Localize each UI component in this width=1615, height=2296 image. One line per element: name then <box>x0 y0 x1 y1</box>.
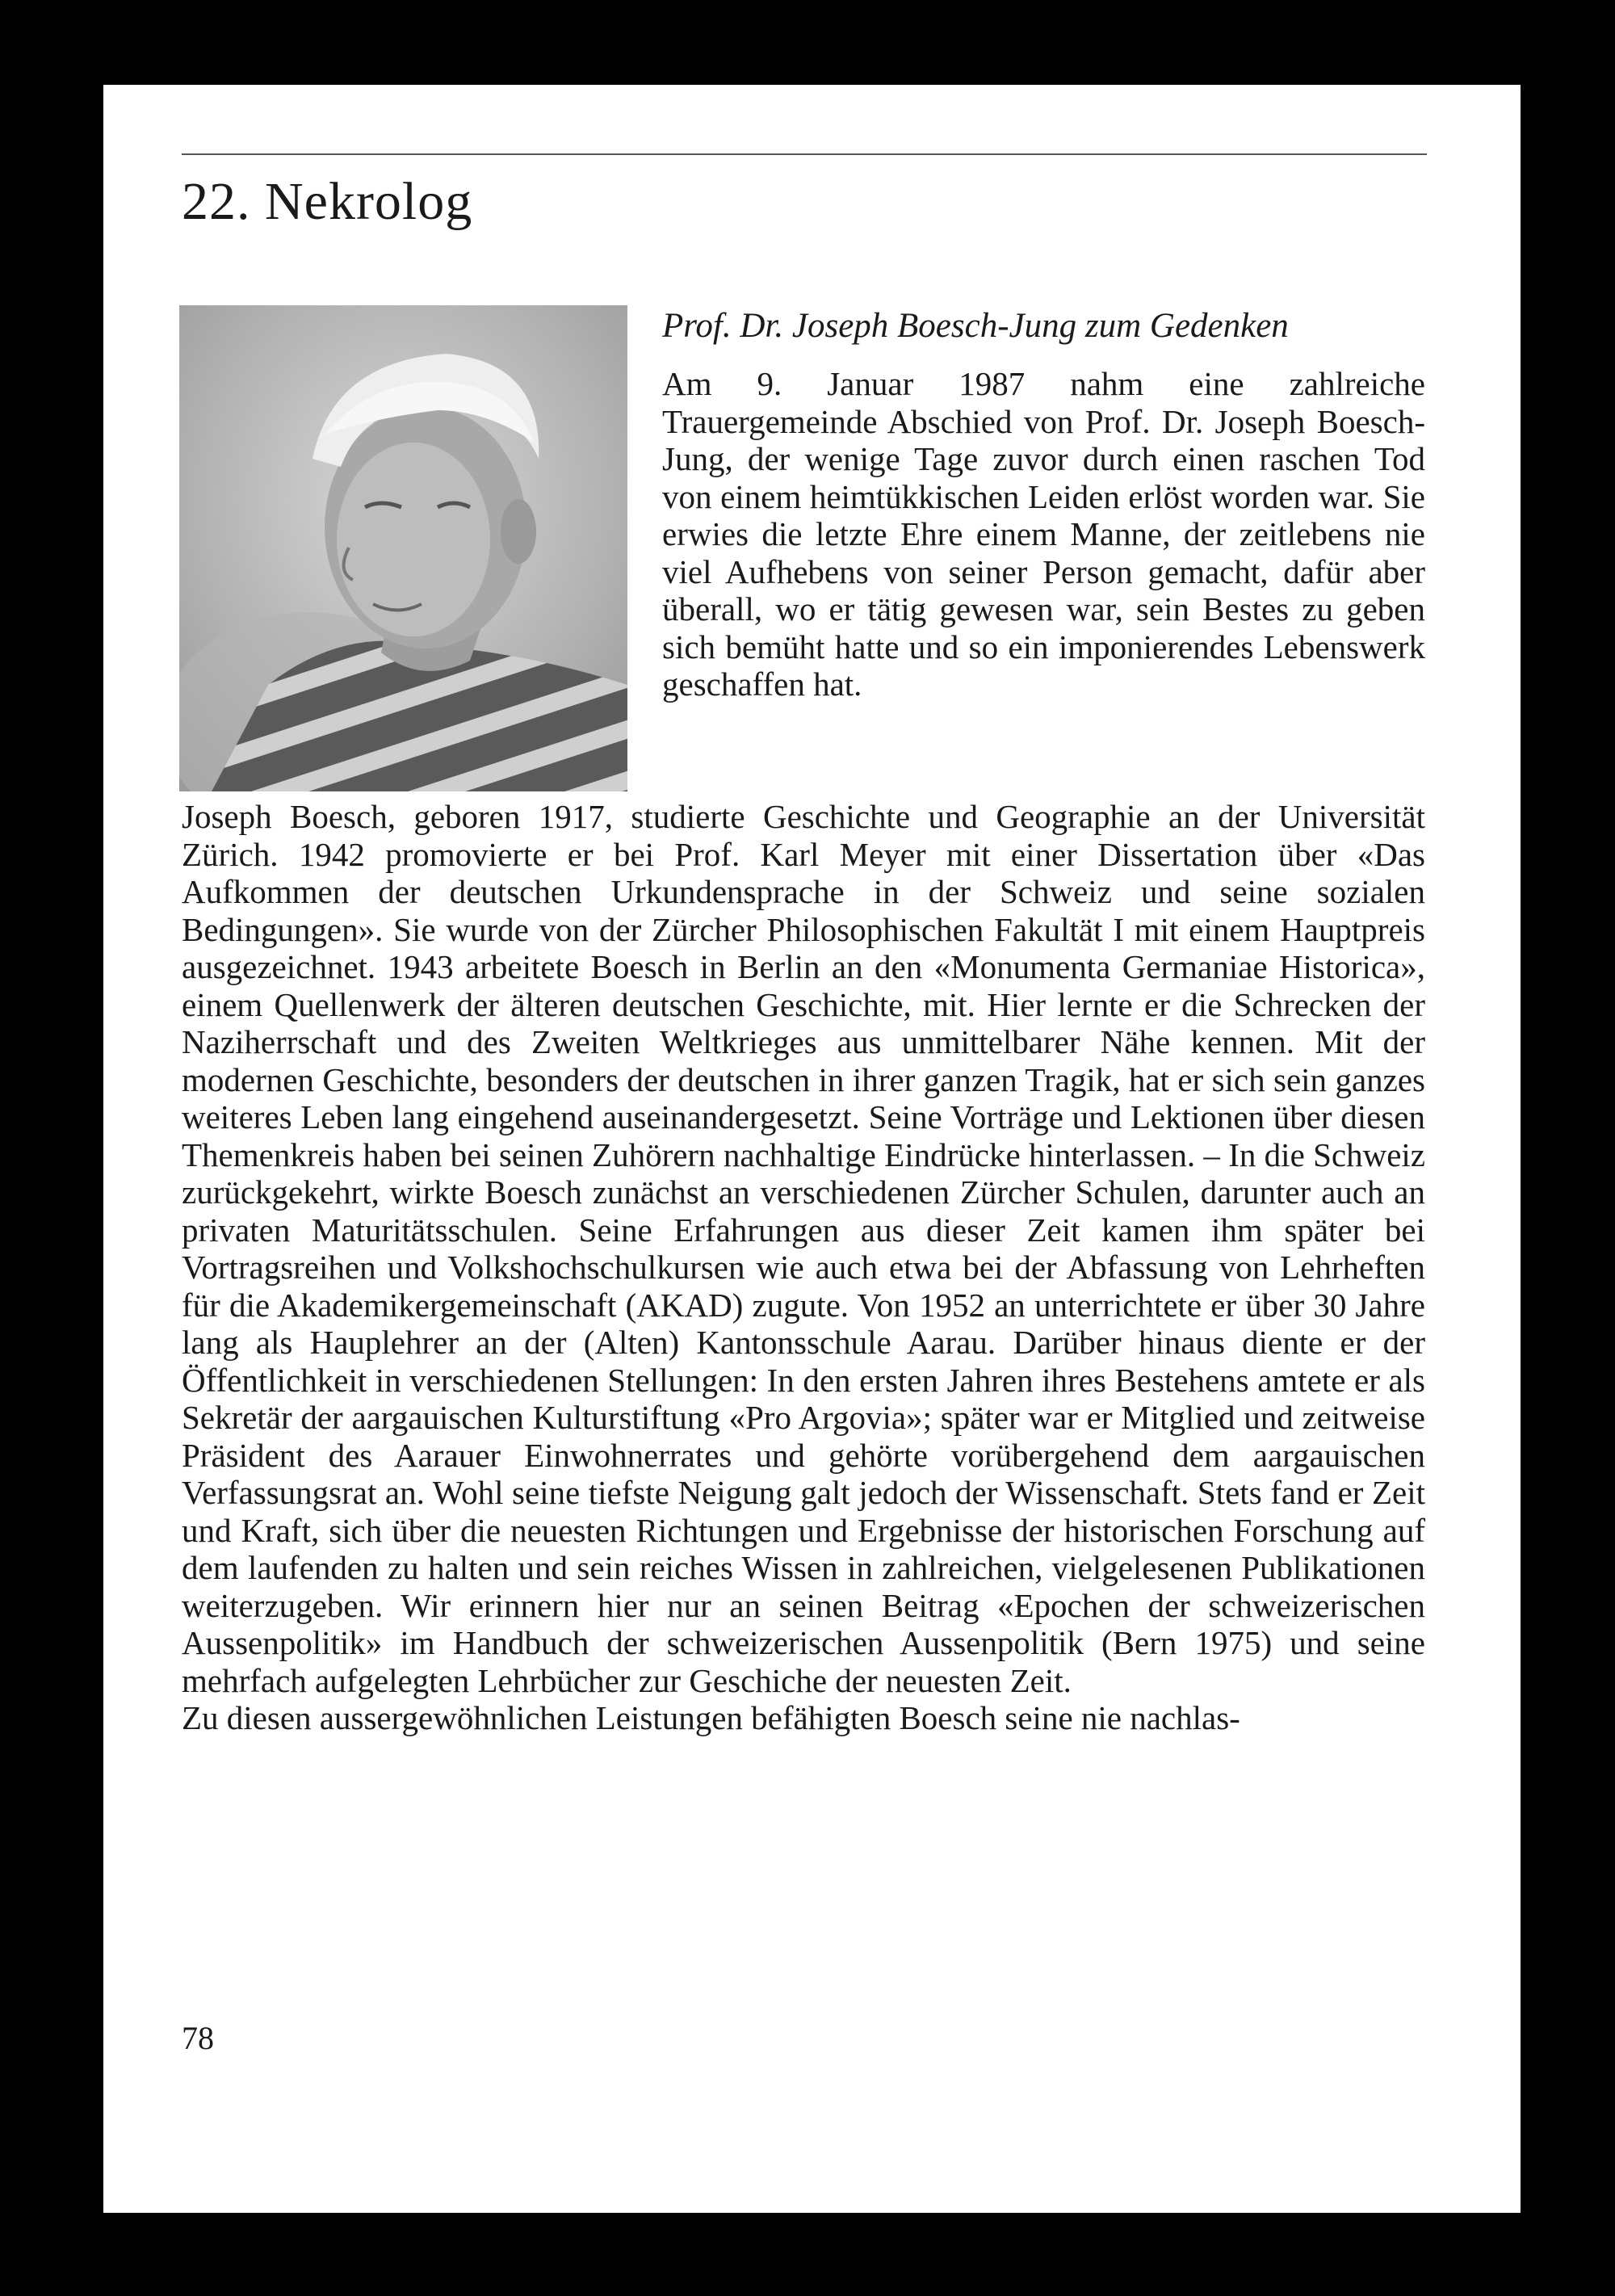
article-subtitle: Prof. Dr. Joseph Boesch-Jung zum Gedenken <box>662 307 1289 345</box>
chapter-title: 22. Nekrolog <box>182 172 473 231</box>
body-paragraph-1: Joseph Boesch, geboren 1917, studierte Geschichte und Geographie an der Universität Zürich. 1942 promovierte er bei Prof. Karl Meyer mit einer Dissertation über «Das Aufkommen der deutschen Urkundensprache in der Schweiz und seine sozialen Bedingungen». Sie wurde von der Zürcher Philosophischen Fakultät I mit einem Hauptpreis ausgezeichnet. 1943 arbeitete Boesch in Berlin an den «Monumenta Germaniae Historica», einem Quellenwerk der älteren deutschen Geschichte, mit. Hier lernte er die Schrecken der Naziherrschaft und des Zweiten Weltkrieges aus unmittelbarer Nähe kennen. Mit der modernen Geschichte, besonders der deutschen in ihrer ganzen Tragik, hat er sich sein ganzes weiteres Leben lang eingehend auseinandergesetzt. Seine Vorträge und Lektionen über diesen Themenkreis haben bei seinen Zuhörern nachhaltige Eindrücke hinterlassen. – In die Schweiz zurückgekehrt, wirkte Boesch zunächst an verschiedenen Zürcher Schulen, darunter auch an privaten Maturitätsschulen. Seine Erfahrungen aus dieser Zeit kamen ihm später bei Vortragsreihen und Volkshochschulkursen wie auch etwa bei der Abfassung von Lehrheften für die Akademikergemeinschaft (AKAD) zugute. Von 1952 an unterrichtete er über 30 Jahre lang als Hauplehrer an der (Alten) Kantonsschule Aarau. Darüber hinaus diente er der Öffentlichkeit in verschiedenen Stellungen: In den ersten Jahren ihres Bestehens amtete er als Sekretär der aargauischen Kulturstiftung «Pro Argovia»; später war er Mitglied und zeitweise Präsident des Aarauer Einwohnerrates und gehörte vorübergehend dem aargauischen Verfassungsrat an. Wohl seine tiefste Neigung galt jedoch der Wissenschaft. Stets fand er Zeit und Kraft, sich über die neuesten Richtungen und Ergebnisse der historischen Forschung auf dem laufenden zu halten und sein reiches Wissen in zahlreichen, vielgelesenen Publikationen weiterzugeben. Wir erinnern hier nur an seinen Beitrag «Epochen der schweizerischen Aussenpolitik» im Handbuch der schweizerischen Aussenpolitik (Bern 1975) und seine mehrfach aufgelegten Lehrbücher zur Geschiche der neuesten Zeit. <box>182 798 1425 1699</box>
body-paragraph-2: Zu diesen aussergewöhnlichen Leistungen befähigten Boesch seine nie nachlas- <box>182 1699 1240 1736</box>
header-rule <box>182 153 1427 155</box>
portrait-photo <box>179 305 627 791</box>
page-number: 78 <box>182 2020 214 2056</box>
portrait-image <box>179 305 627 791</box>
intro-paragraph: Am 9. Januar 1987 nahm eine zahlreiche Trauergemeinde Abschied von Prof. Dr. Joseph Boesch-Jung, der wenige Tage zuvor durch einen raschen Tod von einem heimtükkischen Leiden erlöst worden war. Sie erwies die letzte Ehre einem Manne, der zeitlebens nie viel Aufhebens von seiner Person gemacht, dafür aber überall, wo er tätig gewesen war, sein Bestes zu geben sich bemüht hatte und so ein imponierendes Lebenswerk geschaffen hat. <box>662 365 1425 703</box>
article-body <box>182 798 1425 1737</box>
